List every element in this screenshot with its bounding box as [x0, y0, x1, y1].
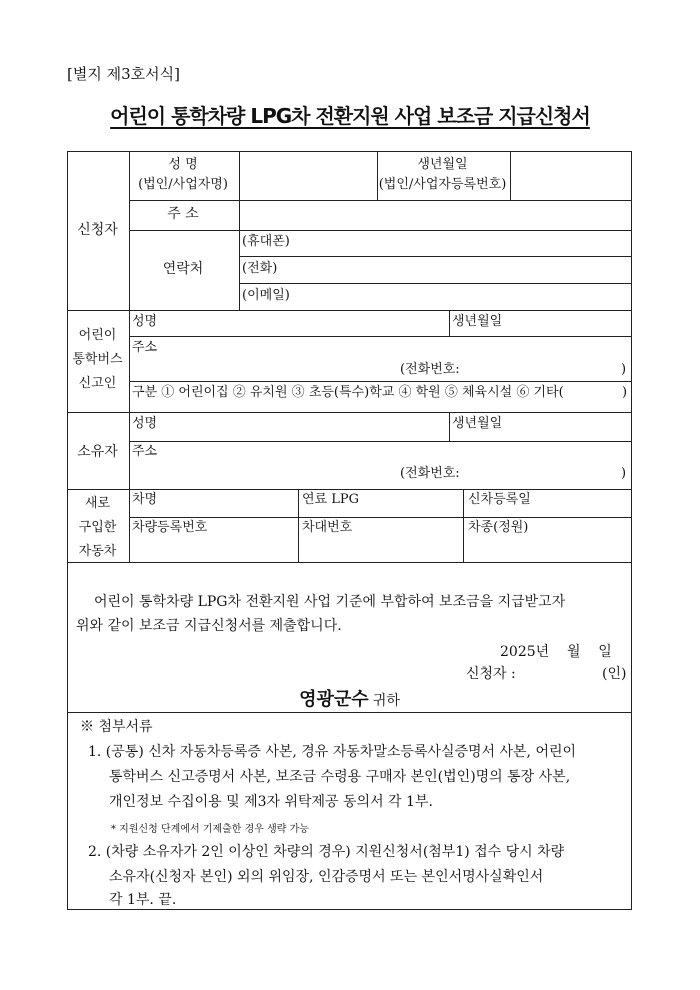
form-number-label: [별지 제3호서식] [67, 65, 180, 83]
vehicle-new-reg-field[interactable]: 신차등록일 [468, 492, 531, 507]
vehicle-fuel-field[interactable]: 연료 LPG [302, 492, 360, 507]
applicant-section-label: 신청자 [77, 222, 118, 238]
declaration-date[interactable]: 2025년 월 일 [500, 644, 612, 660]
vehicle-type-field[interactable]: 차종(정원) [468, 520, 529, 535]
owner-phone-label: (전화번호: [400, 466, 460, 481]
declaration-recipient: 영광군수 귀하 [299, 689, 400, 710]
attachment-item-1-line-1: 1. (공통) 신차 자동차등록증 사본, 경유 자동차말소등록사실증명서 사본, 어린이 [88, 744, 577, 760]
reporter-section-label-2: 통학버스 [72, 352, 123, 367]
applicant-contact-label: 연락처 [162, 261, 204, 277]
reporter-section-label-1: 어린이 [78, 328, 117, 343]
declaration-line-2: 위와 같이 보조금 지급신청서를 제출합니다. [76, 618, 342, 634]
applicant-birth-sublabel: (법인/사업자등록번호) [378, 177, 507, 192]
applicant-address-input[interactable] [238, 200, 630, 228]
applicant-address-label: 주 소 [167, 206, 199, 222]
reporter-section-label-3: 신고인 [78, 376, 117, 391]
reporter-name-field[interactable]: 성명 [132, 314, 158, 329]
applicant-name-label: 성 명 [168, 157, 198, 172]
attachment-item-2-line-1: 2. (차량 소유자가 2인 이상인 차량의 경우) 지원신청서(첨부1) 접수 당시 차량 [88, 844, 565, 860]
attachment-item-2-line-3: 각 1부. 끝. [109, 892, 177, 908]
applicant-birth-label: 생년월일 [417, 157, 468, 172]
reporter-category-options[interactable]: 구분 ① 어린이집 ② 유치원 ③ 초등(특수)학교 ④ 학원 ⑤ 체육시설 ⑥ 기타( [132, 385, 564, 400]
owner-name-field[interactable]: 성명 [132, 416, 158, 431]
vehicle-model-field[interactable]: 차명 [132, 492, 158, 507]
declaration-signer-label: 신청자 : [466, 666, 516, 682]
declaration-seal: (인) [602, 666, 627, 682]
owner-phone-close: ) [621, 466, 627, 481]
reporter-phone-label: (전화번호: [400, 362, 460, 377]
applicant-birth-input[interactable] [509, 158, 630, 204]
reporter-category-close: ) [622, 385, 628, 400]
vehicle-chassis-field[interactable]: 차대번호 [302, 520, 353, 535]
applicant-name-sublabel: (법인/사업자명) [138, 177, 228, 192]
vehicle-section-label-2: 구입한 [78, 520, 117, 535]
reporter-address-field[interactable]: 주소 [132, 340, 158, 355]
applicant-email-field[interactable]: (이메일) [242, 288, 290, 303]
declaration-line-1: 어린이 통학차량 LPG차 전환지원 사업 기준에 부합하여 보조금을 지급받고자 [94, 594, 566, 610]
attachments-heading: ※ 첨부서류 [80, 719, 153, 735]
vehicle-section-label-3: 자동차 [78, 544, 117, 559]
page-title: 어린이 통학차량 LPG차 전환지원 사업 보조금 지급신청서 [110, 104, 590, 128]
vehicle-section-label-1: 새로 [84, 496, 111, 511]
reporter-phone-close: ) [621, 362, 627, 377]
owner-section-label: 소유자 [77, 444, 118, 460]
owner-birth-field[interactable]: 생년월일 [452, 416, 503, 431]
applicant-phone-field[interactable]: (전화) [242, 261, 278, 276]
applicant-name-input[interactable] [238, 158, 376, 204]
attachment-item-1-line-3: 개인정보 수집이용 및 제3자 위탁제공 동의서 각 1부. [109, 794, 433, 810]
attachment-note: * 지원신청 단계에서 기제출한 경우 생략 가능 [111, 824, 309, 835]
owner-address-field[interactable]: 주소 [132, 444, 158, 459]
attachment-item-1-line-2: 통학버스 신고증명서 사본, 보조금 수령용 구매자 본인(법인)명의 통장 사본, [109, 769, 571, 785]
applicant-mobile-field[interactable]: (휴대폰) [242, 234, 290, 249]
attachment-item-2-line-2: 소유자(신청자 본인) 외의 위임장, 인감증명서 또는 본인서명사실확인서 [109, 869, 544, 885]
reporter-birth-field[interactable]: 생년월일 [452, 314, 503, 329]
vehicle-reg-no-field[interactable]: 차량등록번호 [132, 520, 208, 535]
